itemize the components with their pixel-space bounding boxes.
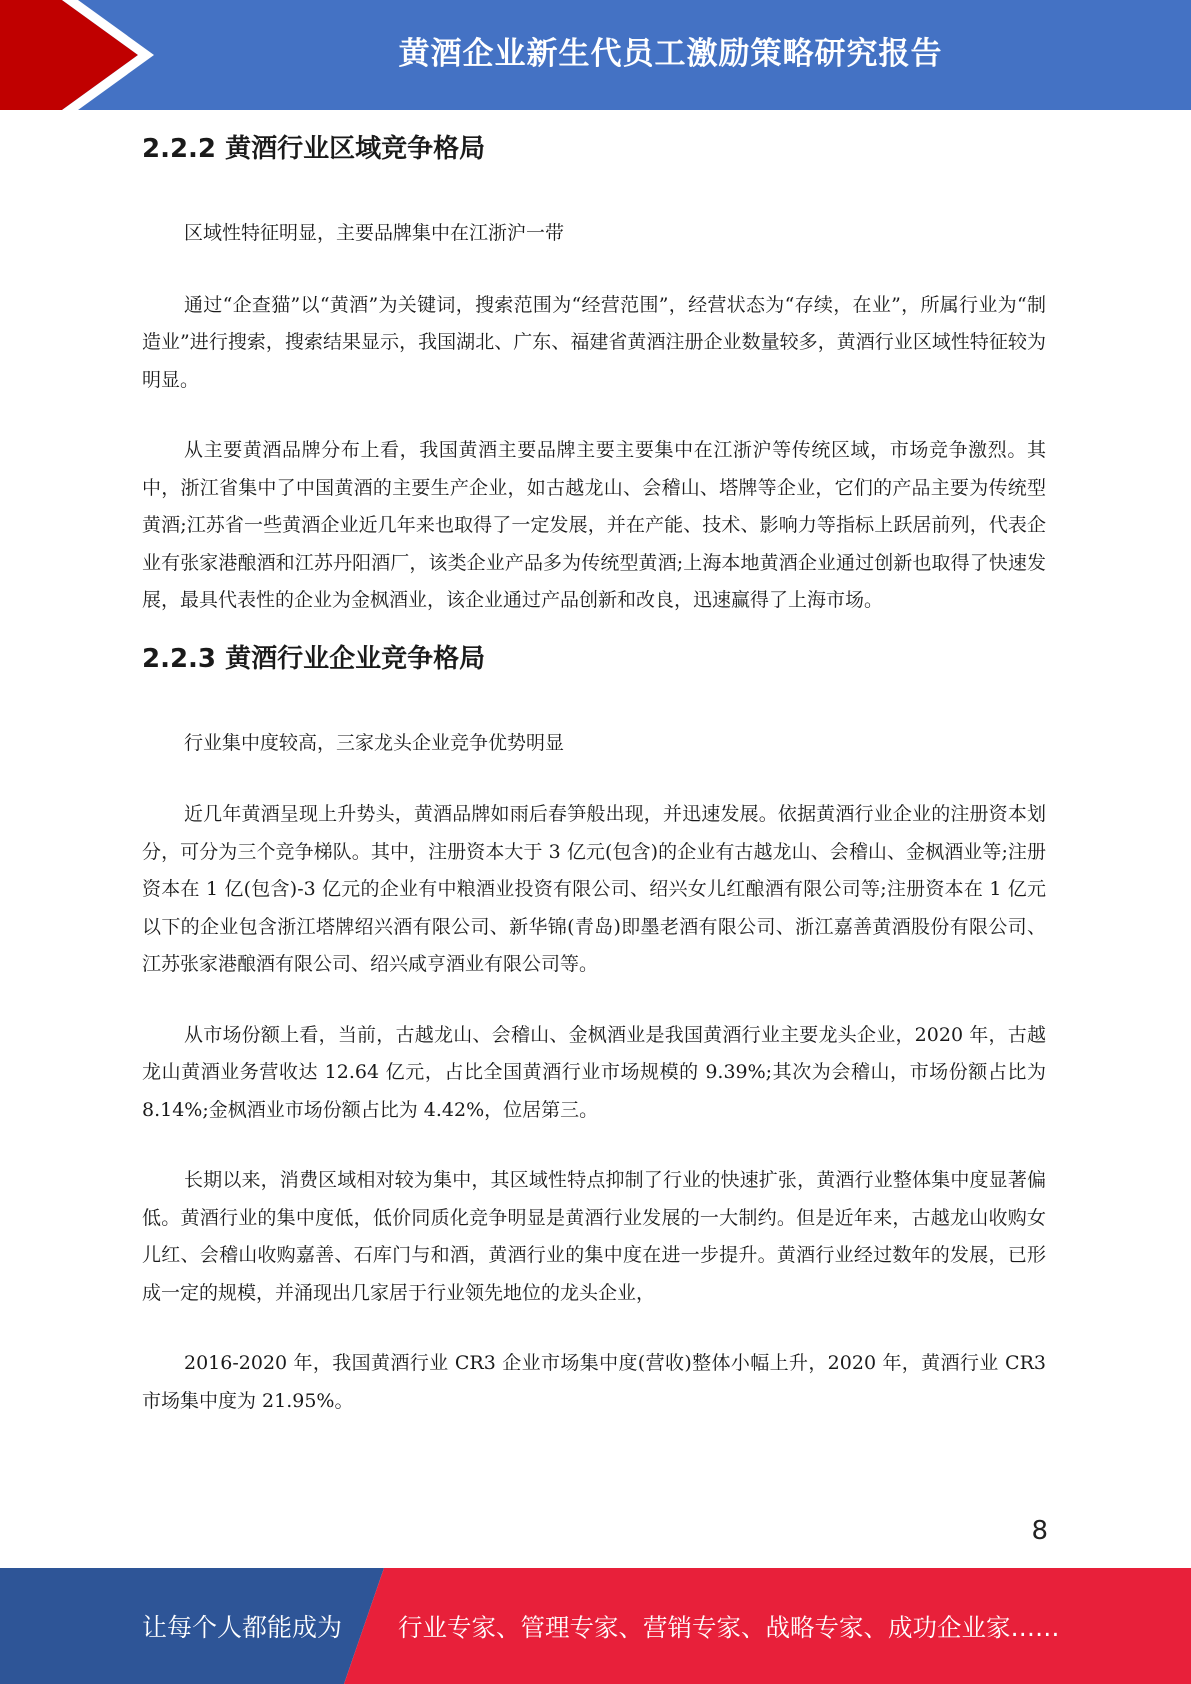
section-subtitle: 区域性特征明显，主要品牌集中在江浙沪一带	[184, 222, 565, 244]
header-arrow-decoration	[0, 0, 160, 110]
page-content	[142, 125, 1046, 1420]
body-paragraph: 从主要黄酒品牌分布上看，我国黄酒主要品牌主要主要集中在江浙沪等传统区域，市场竞争激烈。其中，浙江省集中了中国黄酒的主要生产企业，如古越龙山、会稽山、塔牌等企业，它们的产品主要为传统型黄酒;江苏省一些黄酒企业近几年来也取得了一定发展，并在产能、技术、影响力等指标上跃居前列，代表企业有张家港酿酒和江苏丹阳酒厂，该类企业产品多为传统型黄酒;上海本地黄酒企业通过创新也取得了快速发展，最具代表性的企业为金枫酒业，该企业通过产品创新和改良，迅速赢得了上海市场。	[142, 439, 1046, 611]
page-footer	[0, 1568, 1191, 1684]
page-number: 8	[1031, 1516, 1048, 1546]
body-paragraph: 2016-2020 年，我国黄酒行业 CR3 企业市场集中度(营收)整体小幅上升，2020 年，黄酒行业 CR3 市场集中度为 21.95%。	[142, 1352, 1046, 1412]
document-title: 黄酒企业新生代员工激励策略研究报告	[398, 35, 943, 72]
section-heading: 2.2.3 黄酒行业企业竞争格局	[142, 643, 486, 674]
section-subtitle: 行业集中度较高，三家龙头企业竞争优势明显	[184, 731, 565, 754]
footer-slogan-right: 行业专家、管理专家、营销专家、战略专家、成功企业家……	[398, 1612, 1060, 1642]
footer-slogan-left: 让每个人都能成为	[142, 1613, 343, 1642]
body-paragraph: 从市场份额上看，当前，古越龙山、会稽山、金枫酒业是我国黄酒行业主要龙头企业，2020 年，古越龙山黄酒业务营收达 12.64 亿元，占比全国黄酒行业市场规模的 9.39%;其次为会稽山，市场份额占比为 8.14%;金枫酒业市场份额占比为 4.42%，位居第三。	[142, 1023, 1046, 1121]
body-paragraph: 通过“企查猫”以“黄酒”为关键词，搜索范围为“经营范围”，经营状态为“存续，在业”，所属行业为“制造业”进行搜索，搜索结果显示，我国湖北、广东、福建省黄酒注册企业数量较多，黄酒行业区域性特征较为明显。	[142, 293, 1046, 391]
section-heading: 2.2.2 黄酒行业区域竞争格局	[142, 134, 486, 164]
body-paragraph: 长期以来，消费区域相对较为集中，其区域性特点抑制了行业的快速扩张，黄酒行业整体集中度显著偏低。黄酒行业的集中度低，低价同质化竞争明显是黄酒行业发展的一大制约。但是近年来，古越龙山收购女儿红、会稽山收购嘉善、石库门与和酒，黄酒行业的集中度在进一步提升。黄酒行业经过数年的发展，已形成一定的规模，并涌现出几家居于行业领先地位的龙头企业，	[142, 1169, 1046, 1304]
page-header	[0, 0, 1191, 110]
body-paragraph: 近几年黄酒呈现上升势头，黄酒品牌如雨后春笋般出现，并迅速发展。依据黄酒行业企业的注册资本划分，可分为三个竞争梯队。其中，注册资本大于 3 亿元(包含)的企业有古越龙山、会稽山、金枫酒业等;注册资本在 1 亿(包含)-3 亿元的企业有中粮酒业投资有限公司、绍兴女儿红酿酒有限公司等;注册资本在 1 亿元以下的企业包含浙江塔牌绍兴酒有限公司、新华锦(青岛)即墨老酒有限公司、浙江嘉善黄酒股份有限公司、江苏张家港酿酒有限公司、绍兴咸亨酒业有限公司等。	[142, 803, 1046, 975]
red-arrow-shape	[0, 0, 138, 110]
